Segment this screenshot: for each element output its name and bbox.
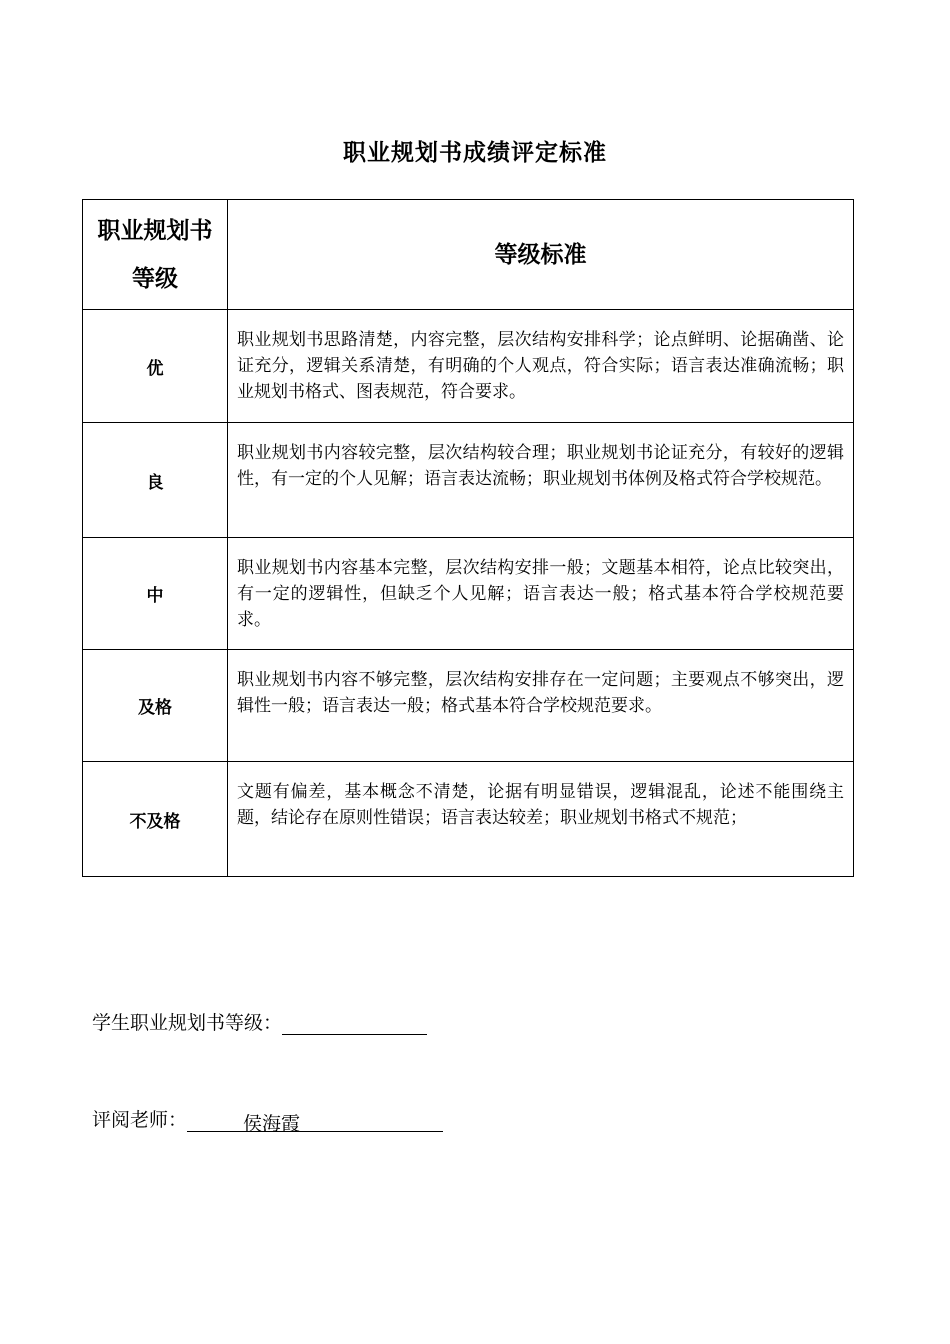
header-grade bbox=[83, 200, 228, 310]
standard-text: 职业规划书内容较完整，层次结构较合理；职业规划书论证充分，有较好的逻辑性，有一定的个人见解；语言表达流畅；职业规划书体例及格式符合学校规范。 bbox=[237, 443, 844, 489]
header-standard: 等级标准 bbox=[228, 200, 854, 310]
standard-text: 职业规划书内容基本完整，层次结构安排一般；文题基本相符，论点比较突出，有一定的逻辑性，但缺乏个人见解；语言表达一般；格式基本符合学校规范要求。 bbox=[237, 558, 844, 630]
grade-cell: 优 bbox=[83, 310, 228, 423]
header-grade-label: 职业规划书等级 bbox=[97, 217, 213, 292]
grade-cell: 良 bbox=[83, 423, 228, 538]
student-grade-line bbox=[92, 1008, 427, 1035]
document-title: 职业规划书成绩评定标准 bbox=[343, 139, 607, 166]
student-grade-label: 学生职业规划书等级： bbox=[92, 1012, 283, 1034]
table-row bbox=[83, 538, 854, 650]
reviewer-field[interactable] bbox=[187, 1109, 443, 1135]
standard-cell bbox=[228, 762, 854, 877]
grade-cell: 不及格 bbox=[83, 762, 228, 877]
student-grade-field[interactable] bbox=[282, 1012, 427, 1035]
standard-cell bbox=[228, 650, 854, 762]
table-header-row bbox=[83, 200, 854, 310]
standard-cell bbox=[228, 538, 854, 650]
standard-text: 职业规划书思路清楚，内容完整，层次结构安排科学；论点鲜明、论据确凿、论证充分，逻辑关系清楚，有明确的个人观点，符合实际；语言表达准确流畅；职业规划书格式、图表规范，符合要求。 bbox=[237, 330, 844, 402]
reviewer-name: 侯海霞 bbox=[243, 1113, 301, 1135]
table-row bbox=[83, 650, 854, 762]
grade-cell: 中 bbox=[83, 538, 228, 650]
standard-cell bbox=[228, 423, 854, 538]
reviewer-line bbox=[92, 1105, 443, 1135]
table-row bbox=[83, 310, 854, 423]
standard-cell bbox=[228, 310, 854, 423]
standard-text: 职业规划书内容不够完整，层次结构安排存在一定问题；主要观点不够突出，逻辑性一般；语言表达一般；格式基本符合学校规范要求。 bbox=[237, 670, 844, 716]
grade-cell: 及格 bbox=[83, 650, 228, 762]
grading-standards-table bbox=[82, 199, 854, 877]
standard-text: 文题有偏差，基本概念不清楚，论据有明显错误，逻辑混乱，论述不能围绕主题，结论存在原则性错误；语言表达较差；职业规划书格式不规范； bbox=[237, 782, 844, 828]
table-row bbox=[83, 423, 854, 538]
table-row bbox=[83, 762, 854, 877]
reviewer-label: 评阅老师： bbox=[92, 1109, 188, 1131]
